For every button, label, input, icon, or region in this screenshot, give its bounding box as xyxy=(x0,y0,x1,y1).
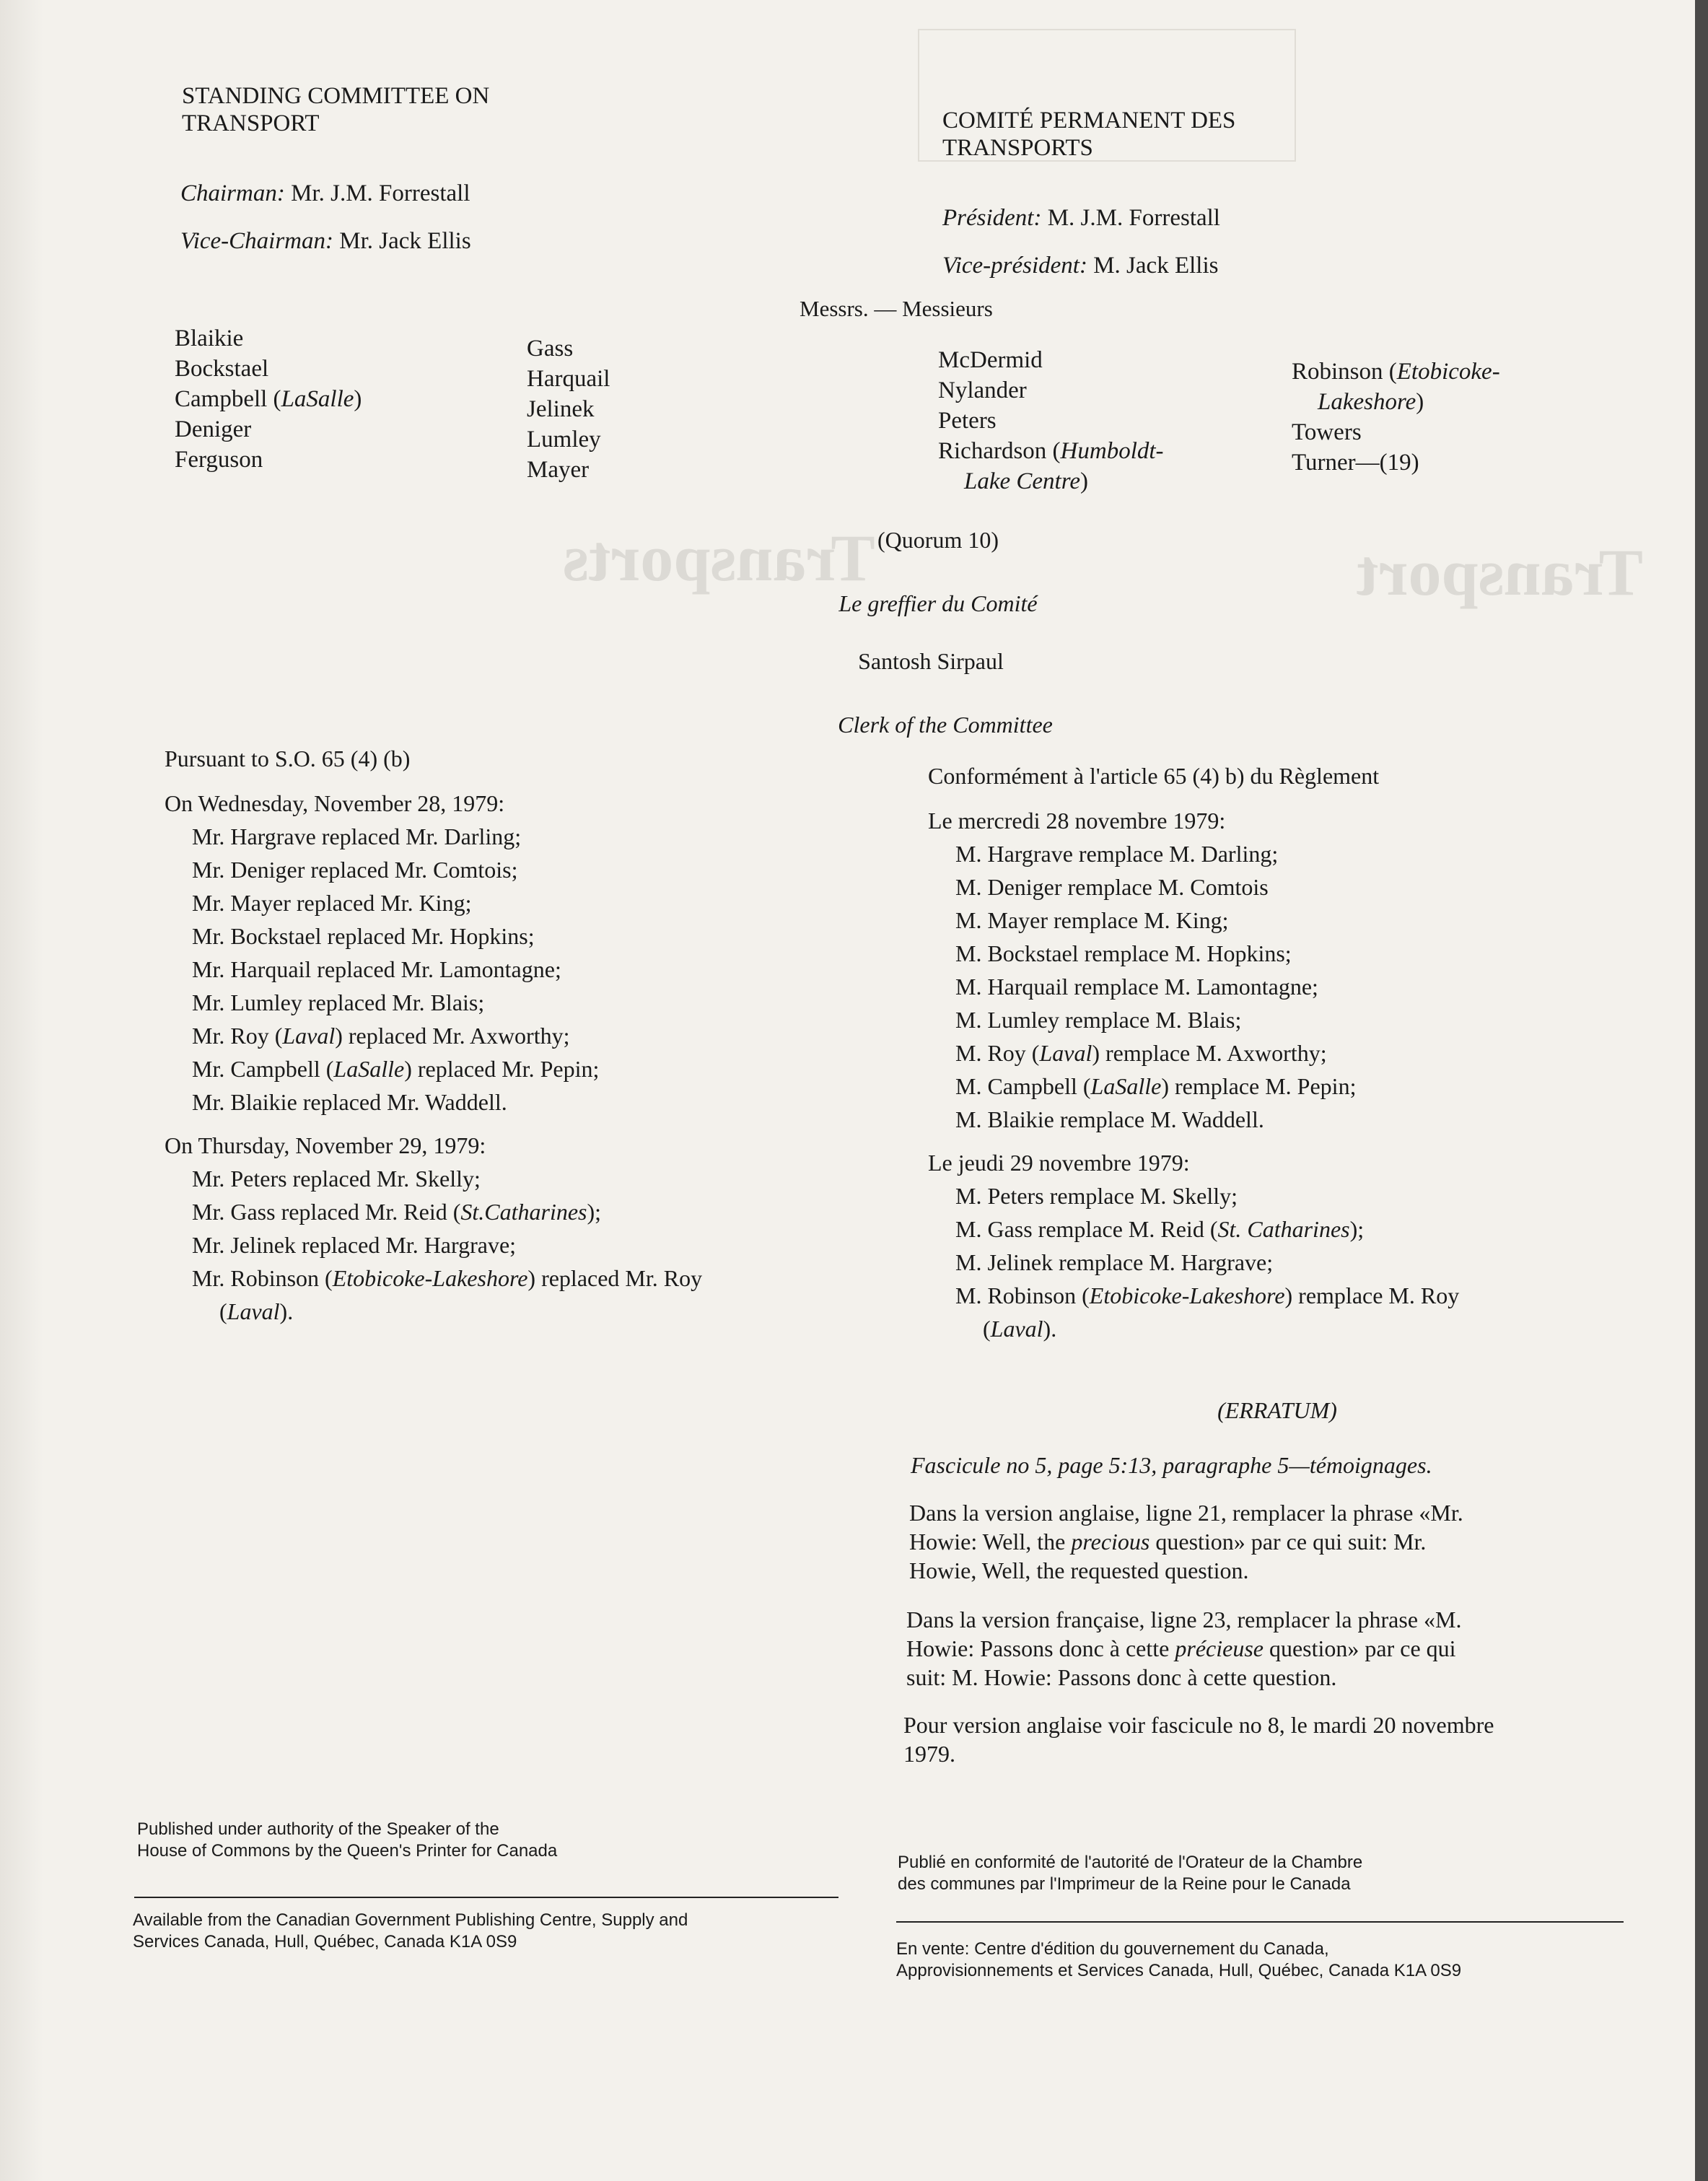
footer-left-rule xyxy=(134,1897,838,1898)
member: Gass xyxy=(527,336,574,362)
date-heading: On Thursday, November 29, 1979: xyxy=(165,1132,486,1158)
left-committee-title: STANDING COMMITTEE ON TRANSPORT xyxy=(182,83,490,136)
change-item: Mr. Mayer replaced Mr. King; xyxy=(192,890,472,916)
change-item: M. Campbell (LaSalle) remplace M. Pepin; xyxy=(955,1073,1357,1099)
member: Deniger xyxy=(175,416,252,442)
change-item: Mr. Lumley replaced Mr. Blais; xyxy=(192,989,485,1015)
member: Blaikie xyxy=(175,325,244,351)
change-item: Mr. Deniger replaced Mr. Comtois; xyxy=(192,857,518,883)
erratum-paragraph-1: Dans la version anglaise, ligne 21, remplacer la phrase «Mr. Howie: Well, the precious question» par ce qui suit: Mr. Howie, Well, the requested question. xyxy=(909,1500,1463,1583)
page-edge-shadow xyxy=(0,0,43,2181)
erratum-paragraph-2: Dans la version française, ligne 23, remplacer la phrase «M. Howie: Passons donc à cette précieuse question» par ce qui suit: M. Howie: Passons donc à cette question. xyxy=(906,1607,1462,1690)
right-committee-title: COMITÉ PERMANENT DES TRANSPORTS xyxy=(942,108,1236,161)
left-membership-changes xyxy=(165,742,901,1328)
change-item-cont: (Laval). xyxy=(219,1298,294,1324)
change-item: Mr. Peters replaced Mr. Skelly; xyxy=(192,1166,481,1192)
change-item: M. Lumley remplace M. Blais; xyxy=(955,1007,1242,1033)
change-item: Mr. Gass replaced Mr. Reid (St.Catharines); xyxy=(192,1199,602,1225)
quorum: (Quorum 10) xyxy=(877,527,999,553)
change-item: M. Deniger remplace M. Comtois xyxy=(955,874,1269,900)
page-right-edge xyxy=(1695,0,1708,2181)
member: Peters xyxy=(938,408,997,434)
date-heading: Le mercredi 28 novembre 1979: xyxy=(928,808,1226,834)
member: Bockstael xyxy=(175,356,269,382)
change-item: Mr. Roy (Laval) replaced Mr. Axworthy; xyxy=(192,1023,570,1049)
member: Jelinek xyxy=(527,396,595,422)
pursuant-note: Conformément à l'article 65 (4) b) du Règlement xyxy=(928,763,1380,789)
member: Ferguson xyxy=(175,447,263,473)
change-item: M. Peters remplace M. Skelly; xyxy=(955,1183,1238,1209)
change-item: M. Jelinek remplace M. Hargrave; xyxy=(955,1249,1274,1275)
members-column-3 xyxy=(938,345,1164,497)
change-item: M. Blaikie remplace M. Waddell. xyxy=(955,1106,1264,1132)
right-membership-changes xyxy=(928,759,1650,1345)
member: Harquail xyxy=(527,366,610,392)
pursuant-note: Pursuant to S.O. 65 (4) (b) xyxy=(165,746,411,772)
change-item-cont: (Laval). xyxy=(983,1316,1057,1342)
member: McDermid xyxy=(938,347,1043,373)
member: Turner—(19) xyxy=(1292,450,1419,476)
date-heading: On Wednesday, November 28, 1979: xyxy=(165,790,505,816)
change-item: M. Robinson (Etobicoke-Lakeshore) remplace M. Roy xyxy=(955,1282,1460,1308)
members-column-4 xyxy=(1292,357,1500,478)
member: Campbell (LaSalle) xyxy=(175,386,362,412)
members-column-2 xyxy=(527,333,610,485)
members-column-1 xyxy=(175,323,362,475)
erratum-title: (ERRATUM) xyxy=(1217,1397,1337,1423)
erratum-reference: Fascicule no 5, page 5:13, paragraphe 5—témoignages. xyxy=(911,1452,1432,1478)
change-item: Mr. Robinson (Etobicoke-Lakeshore) replaced Mr. Roy xyxy=(192,1265,703,1291)
messrs-label: Messrs. — Messieurs xyxy=(800,296,993,321)
member: Mayer xyxy=(527,457,590,483)
change-item: Mr. Jelinek replaced Mr. Hargrave; xyxy=(192,1232,517,1258)
change-item: M. Mayer remplace M. King; xyxy=(955,907,1229,933)
member: Lumley xyxy=(527,427,601,453)
change-item: Mr. Blaikie replaced Mr. Waddell. xyxy=(192,1089,507,1115)
right-vice-chairman: Vice-président: M. Jack Ellis xyxy=(942,253,1219,279)
member: Nylander xyxy=(938,377,1027,403)
change-item: M. Hargrave remplace M. Darling; xyxy=(955,841,1279,867)
show-through-text: Transports xyxy=(563,521,875,595)
change-item: Mr. Hargrave replaced Mr. Darling; xyxy=(192,823,522,849)
footer-left-published: Published under authority of the Speaker of the House of Commons by the Queen's Printer for Canada xyxy=(137,1819,558,1861)
erratum-paragraph-3: Pour version anglaise voir fascicule no 8, le mardi 20 novembre 1979. xyxy=(903,1712,1494,1767)
greffier-label: Le greffier du Comité xyxy=(838,590,1038,616)
member: Lakeshore) xyxy=(1318,389,1424,415)
clerk-name: Santosh Sirpaul xyxy=(858,648,1004,674)
change-item: M. Harquail remplace M. Lamontagne; xyxy=(955,974,1318,1000)
change-item: Mr. Bockstael replaced Mr. Hopkins; xyxy=(192,923,535,949)
member: Robinson (Etobicoke- xyxy=(1292,359,1500,385)
change-item: M. Gass remplace M. Reid (St. Catharines); xyxy=(955,1216,1365,1242)
date-heading: Le jeudi 29 novembre 1979: xyxy=(928,1150,1190,1176)
member: Richardson (Humboldt- xyxy=(938,438,1164,464)
right-chairman: Président: M. J.M. Forrestall xyxy=(942,205,1220,231)
footer-left-available: Available from the Canadian Government Publishing Centre, Supply and Services Canada, Hull, Québec, Canada K1A 0S9 xyxy=(133,1910,688,1951)
left-vice-chairman: Vice-Chairman: Mr. Jack Ellis xyxy=(180,228,471,254)
clerk-title: Clerk of the Committee xyxy=(838,712,1053,738)
left-chairman: Chairman: Mr. J.M. Forrestall xyxy=(180,180,470,206)
member: Towers xyxy=(1292,419,1362,445)
member: Lake Centre) xyxy=(964,468,1088,494)
show-through-text: Transport xyxy=(1357,536,1643,609)
change-item: M. Roy (Laval) remplace M. Axworthy; xyxy=(955,1040,1327,1066)
change-item: Mr. Harquail replaced Mr. Lamontagne; xyxy=(192,956,561,982)
footer-right-available: En vente: Centre d'édition du gouvernement du Canada, Approvisionnements et Services Canada, Hull, Québec, Canada K1A 0S9 xyxy=(896,1939,1462,1980)
footer-right-rule xyxy=(896,1921,1624,1923)
change-item: M. Bockstael remplace M. Hopkins; xyxy=(955,940,1292,966)
change-item: Mr. Campbell (LaSalle) replaced Mr. Pepin; xyxy=(192,1056,600,1082)
footer-right-published: Publié en conformité de l'autorité de l'Orateur de la Chambre des communes par l'Imprimeur de la Reine pour le Canada xyxy=(898,1853,1363,1894)
